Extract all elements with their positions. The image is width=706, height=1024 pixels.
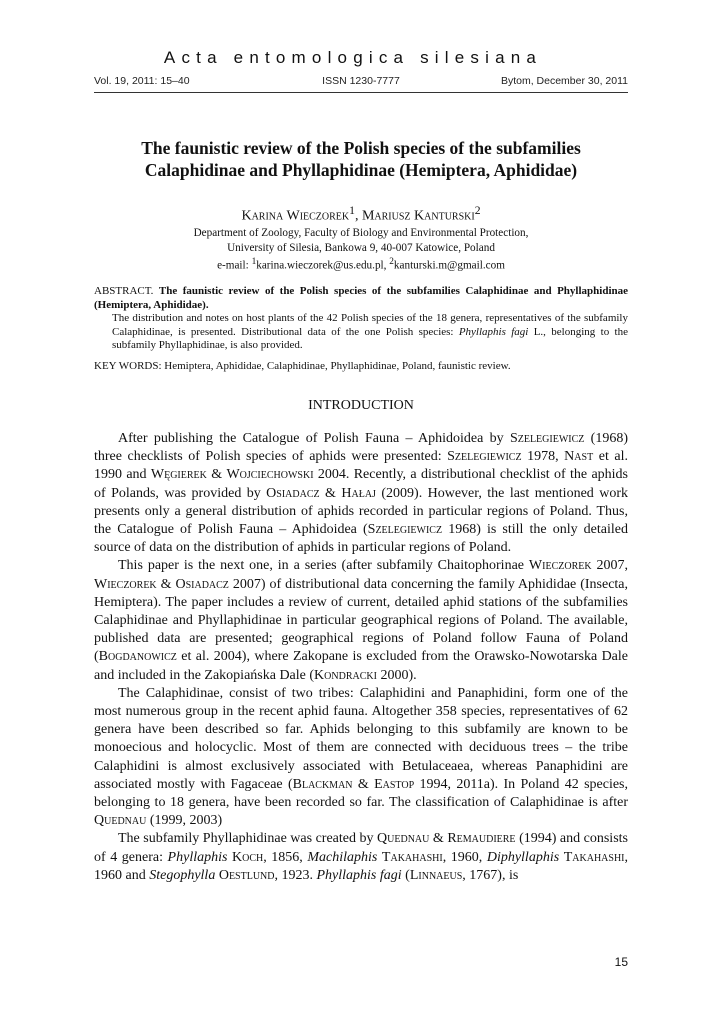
affiliation-line-2: University of Silesia, Bankowa 9, 40-007 Katowice, Poland: [227, 241, 495, 254]
authors: [94, 202, 628, 226]
paper-title-line-1: The faunistic review of the Polish species of the subfamilies: [141, 138, 581, 158]
paragraph-3: The Calaphidinae, consist of two tribes: Calaphidini and Panaphidini, form one of the most numerous group in the recent aphid fauna. Altogether 358 species, representatives of 62 genera have been described so far. Aphids belonging to this subfamily are known to be monoecious and holocyclic. Most of them are connected with deciduous trees – the tribe Calaphidini is almost exclusively associated with Betulaceaea, whereas Panaphidini are associated mostly with Fagaceae (Blackman & Eastop 1994, 2011a). In Poland 42 species, belonging to 18 genera, have been recorded so far. The classification of Calaphidinae is after Quednau (1999, 2003): [94, 685, 628, 829]
email-2: kanturski.m@gmail.com: [393, 259, 505, 272]
issn: ISSN 1230-7777: [322, 75, 400, 87]
abstract-text: The distribution and notes on host plants of the 42 Polish species of the 18 genera, representatives of the subfamily Calaphidinae, is presented. Distributional data of the one Polish species: Phyllaphis fagi L., belonging to the subfamily Phyllaphidinae, is also provided.: [112, 312, 628, 352]
author-1-affil-mark: 1: [349, 204, 355, 217]
affiliation: [94, 226, 628, 273]
email-line: [94, 255, 628, 273]
header-rule: [94, 92, 628, 93]
paragraph-4: The subfamily Phyllaphidinae was created by Quednau & Remaudiere (1994) and consists of 4 genera: Phyllaphis Koch, 1856, Machilaphis Takahashi, 1960, Diphyllaphis Takahashi, 1960 and Stegophylla Oestlund, 1923. Phyllaphis fagi (Linnaeus, 1767), is: [94, 831, 629, 883]
email-1: karina.wieczorek@us.edu.pl,: [256, 259, 390, 272]
email-2-mark: 2: [389, 257, 394, 267]
email-1-mark: 1: [251, 257, 257, 267]
affiliation-line-1: Department of Zoology, Faculty of Biology and Environmental Protection,: [193, 227, 529, 239]
paragraph-2: This paper is the next one, in a series (after subfamily Chaitophorinae Wieczorek 2007, Wieczorek & Osiadacz 2007) of distributional data concerning the family Aphididae (Insecta, Hemiptera). The paper includes a review of current, detailed aphid stations of the subfamilies Calaphidinae and Phyllaphidinae in particular geographical regions of Poland. The available, published data are presented; geographical regions of Poland follow Fauna of Poland (Bogdanowicz et al. 2004), where Zakopane is excluded from the Orawsko-Nowotarska Dale and included in the Zakopiańska Dale (Kondracki 2000).: [94, 558, 629, 683]
introduction-body: [94, 430, 628, 885]
abstract-label: ABSTRACT.: [94, 285, 159, 297]
author-2: Mariusz Kanturski: [361, 208, 475, 224]
volume-info: Vol. 19, 2011: 15–40: [94, 75, 190, 87]
paragraph-1: After publishing the Catalogue of Polish Fauna – Aphidoidea by Szelegiewicz (1968) three checklists of Polish species of aphids were presented: Szelegiewicz 1978, Nast et al. 1990 and Węgierek & Wojciechowski 2004. Recently, a distributional checklist of the aphids of Polands, was provided by Osiadacz & Hałaj (2009). However, the last mentioned work presents only a general distribution of aphids recorded in particular regions of Poland. Thus, the Catalogue of Polish Fauna – Aphidoidea (Szelegiewicz 1968) is still the only detailed source of data on the distribution of aphids in particular regions of Poland.: [94, 431, 629, 556]
section-heading-introduction: INTRODUCTION: [308, 398, 414, 413]
abstract-title: The faunistic review of the Polish species of the subfamilies Calaphidinae and Phyllaphidinae (Hemiptera, Aphididae).: [94, 285, 628, 311]
email-prefix: e-mail:: [217, 259, 252, 272]
paper-title-line-2: Calaphidinae and Phyllaphidinae (Hemiptera, Aphididae): [144, 160, 578, 180]
author-1: Karina Wieczorek: [241, 208, 350, 224]
author-2-affil-mark: 2: [474, 204, 481, 217]
species-name: Phyllaphis fagi: [458, 325, 529, 338]
keywords: KEY WORDS: Hemiptera, Aphididae, Calaphidinae, Phyllaphidinae, Poland, faunistic review.: [94, 360, 511, 372]
page-number: 15: [614, 955, 628, 969]
journal-title: Acta entomologica silesiana: [163, 48, 543, 67]
author-separator: ,: [354, 208, 362, 224]
abstract: [94, 285, 628, 353]
paper-title: [94, 137, 628, 181]
place-date: Bytom, December 30, 2011: [500, 75, 628, 87]
